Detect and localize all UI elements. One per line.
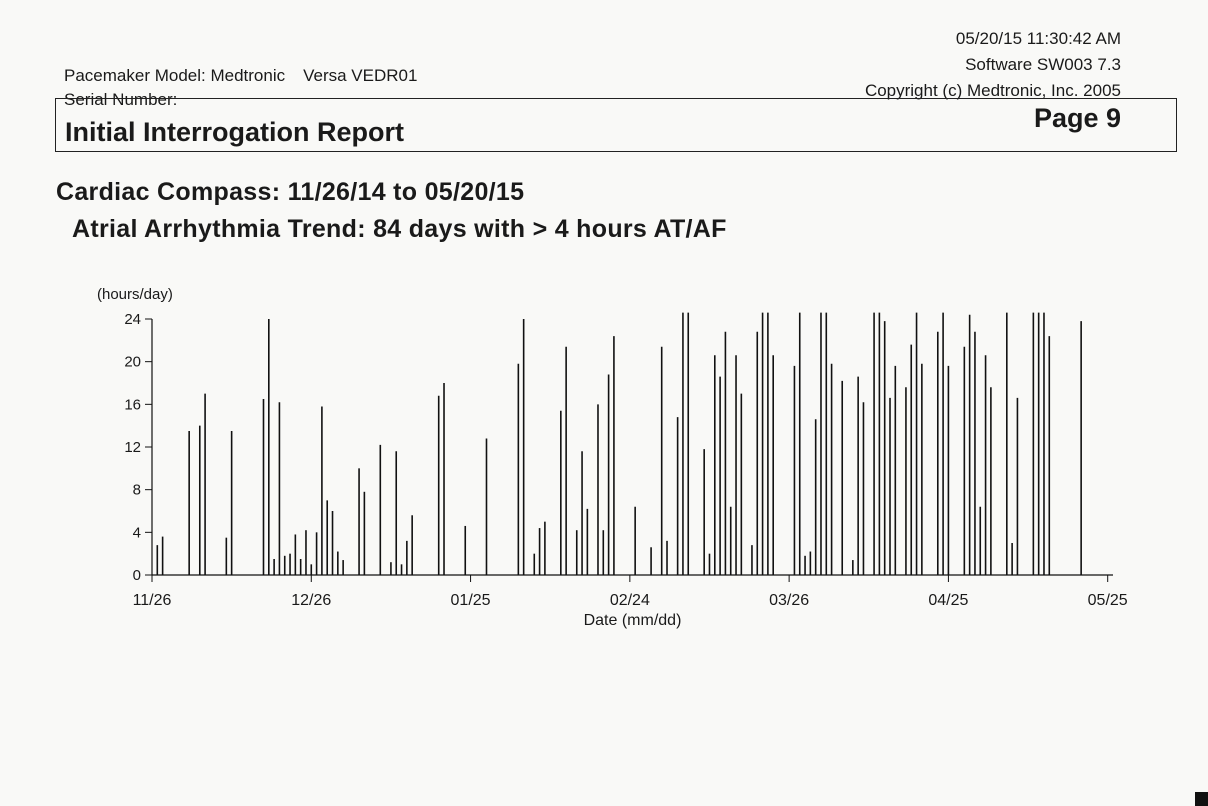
x-axis-label: Date (mm/dd) (583, 612, 682, 629)
x-tick-label: 02/24 (609, 592, 650, 609)
page-number: Page 9 (1033, 103, 1121, 133)
pacemaker-model-row (64, 64, 417, 88)
y-tick-label: 4 (132, 524, 141, 542)
y-tick-label: 16 (124, 396, 141, 414)
serial-number-label: Serial Number: (64, 90, 178, 109)
arrhythmia-trend-chart (80, 282, 1150, 632)
timestamp: 05/20/15 11:30:42 AM (955, 29, 1121, 48)
y-tick-label: 20 (124, 353, 141, 371)
x-tick-label: 03/26 (769, 592, 810, 609)
x-tick-label: 12/26 (291, 592, 332, 609)
pacemaker-model-label: Pacemaker Model: Medtronic (64, 66, 286, 85)
y-tick-label: 8 (132, 481, 141, 499)
report-title-box (55, 98, 1177, 152)
section-title: Cardiac Compass: 11/26/14 to 05/20/15 (56, 178, 525, 206)
y-axis-label: (hours/day) (97, 286, 173, 303)
software-version: Software SW003 7.3 (965, 55, 1121, 74)
pacemaker-model-value: Versa VEDR01 (303, 66, 418, 85)
copyright-text: Copyright (c) Medtronic, Inc. 2005 (864, 81, 1121, 100)
y-tick-label: 0 (132, 567, 141, 584)
x-tick-label: 04/25 (928, 592, 969, 609)
x-tick-label: 11/26 (132, 592, 172, 609)
y-tick-label: 24 (124, 311, 141, 328)
section-subtitle: Atrial Arrhythmia Trend: 84 days with > 4 hours AT/AF (72, 215, 727, 243)
x-tick-label: 01/25 (450, 592, 491, 609)
report-meta (865, 26, 1121, 104)
scan-edge-mark (1195, 792, 1208, 806)
x-tick-label: 05/25 (1087, 592, 1128, 609)
report-title: Initial Interrogation Report (65, 117, 405, 147)
y-tick-label: 12 (124, 439, 141, 456)
